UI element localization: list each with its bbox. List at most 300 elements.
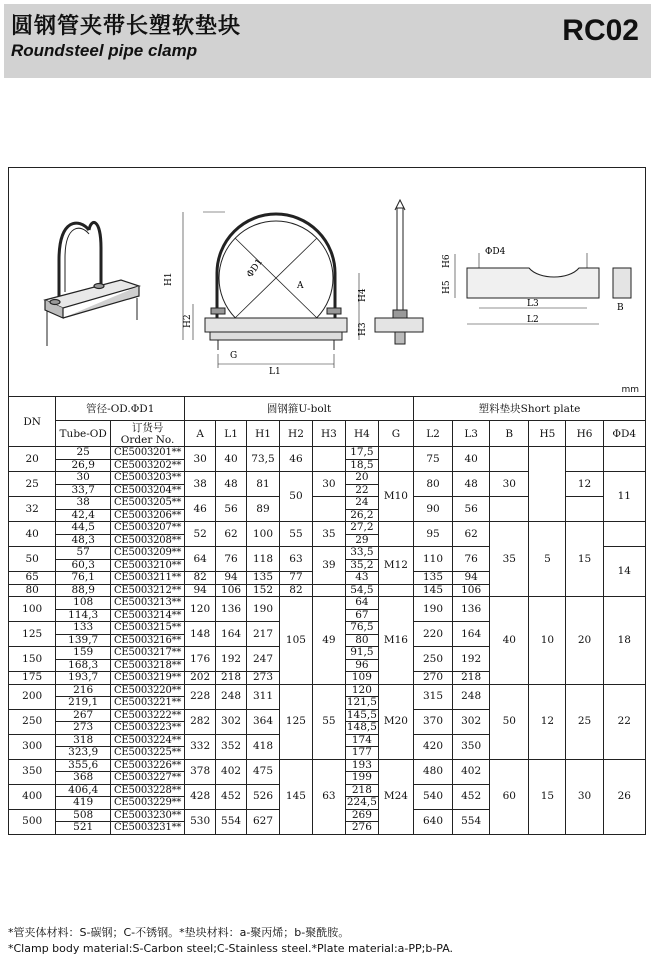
cell-dn: 250 (9, 709, 56, 734)
cell-l3: 76 (453, 547, 490, 572)
unit-label: mm (621, 385, 639, 395)
cell-h6: 15 (566, 522, 603, 597)
cell-a: 94 (185, 584, 216, 597)
cell-order: CE5003209** (111, 547, 185, 560)
cell-h1: 273 (247, 672, 280, 685)
dim-d4-label: ΦD4 (485, 247, 506, 257)
cell-l3: 164 (453, 622, 490, 647)
cell-h4: 109 (345, 672, 378, 685)
table-row (9, 597, 646, 610)
cell-d4: 14 (603, 547, 645, 597)
cell-l2: 250 (413, 647, 452, 672)
cell-h3: 30 (312, 472, 345, 497)
cell-order: CE5003225** (111, 747, 185, 760)
cell-od: 323,9 (56, 747, 111, 760)
cell-h4: 54,5 (345, 584, 378, 597)
cell-od: 521 (56, 822, 111, 835)
cell-od: 30 (56, 472, 111, 485)
cell-dn: 40 (9, 522, 56, 547)
cell-h3-empty (312, 497, 345, 522)
cell-h3-empty (312, 447, 345, 472)
footnote-chinese: *管夹体材料：S-碳钢；C-不锈钢。*垫块材料：a-聚丙烯；b-聚酰胺。 (8, 926, 350, 939)
cell-l3: 554 (453, 809, 490, 834)
cell-order: CE5003204** (111, 484, 185, 497)
cell-h1: 89 (247, 497, 280, 522)
cell-l3: 218 (453, 672, 490, 685)
cell-h1: 247 (247, 647, 280, 672)
cell-od: 216 (56, 684, 111, 697)
cell-a: 378 (185, 759, 216, 784)
cell-l2: 220 (413, 622, 452, 647)
cell-od: 406,4 (56, 784, 111, 797)
cell-order: CE5003219** (111, 672, 185, 685)
cell-l2: 315 (413, 684, 452, 709)
cell-h6-empty (566, 497, 603, 522)
drawing-svg (9, 168, 645, 398)
cell-h1: 73,5 (247, 447, 280, 472)
cell-l1: 452 (216, 784, 247, 809)
header-l3: L3 (453, 421, 490, 447)
cell-h4: 120 (345, 684, 378, 697)
header-h6: H6 (566, 421, 603, 447)
cell-h1: 152 (247, 584, 280, 597)
isometric-view-illustration (45, 223, 139, 346)
cell-h4: 35,2 (345, 559, 378, 572)
cell-h1: 118 (247, 547, 280, 572)
cell-h4: 33,5 (345, 547, 378, 560)
cell-d4: 22 (603, 684, 645, 759)
cell-h2: 46 (279, 447, 312, 472)
cell-order: CE5003218** (111, 659, 185, 672)
cell-h4: 29 (345, 534, 378, 547)
cell-od: 108 (56, 597, 111, 610)
cell-b: 35 (490, 522, 529, 597)
cell-h4: 199 (345, 772, 378, 785)
cell-g: M10 (378, 472, 413, 522)
cell-h2: 145 (279, 759, 312, 834)
cell-l3: 302 (453, 709, 490, 734)
cell-order: CE5003202** (111, 459, 185, 472)
cell-l1: 218 (216, 672, 247, 685)
cell-a: 332 (185, 734, 216, 759)
header-h1: H1 (247, 421, 280, 447)
cell-l3: 248 (453, 684, 490, 709)
cell-h4: 174 (345, 734, 378, 747)
header-b: B (490, 421, 529, 447)
cell-od: 273 (56, 722, 111, 735)
cell-l3: 192 (453, 647, 490, 672)
title-chinese: 圆钢管夹带长塑软垫块 (11, 14, 242, 39)
cell-g: M16 (378, 597, 413, 685)
cell-l1: 164 (216, 622, 247, 647)
header-d4: ΦD4 (603, 421, 645, 447)
cell-od: 219,1 (56, 697, 111, 710)
cell-h4: 80 (345, 634, 378, 647)
cell-h1: 190 (247, 597, 280, 622)
cell-h6-empty (566, 447, 603, 472)
cell-od: 508 (56, 809, 111, 822)
cell-l1: 94 (216, 572, 247, 585)
cell-order: CE5003226** (111, 759, 185, 772)
cell-h4: 22 (345, 484, 378, 497)
cell-order: CE5003223** (111, 722, 185, 735)
cell-l3: 136 (453, 597, 490, 622)
cell-h4: 96 (345, 659, 378, 672)
cell-dn: 32 (9, 497, 56, 522)
cell-dn: 20 (9, 447, 56, 472)
cell-order: CE5003203** (111, 472, 185, 485)
cell-h5: 10 (529, 597, 566, 685)
cell-b: 40 (490, 597, 529, 685)
cell-h4: 193 (345, 759, 378, 772)
header-ubolt-group: 圆钢箍U-bolt (185, 397, 414, 421)
cell-a: 282 (185, 709, 216, 734)
cell-a: 52 (185, 522, 216, 547)
cell-h5: 12 (529, 684, 566, 759)
cell-l1: 48 (216, 472, 247, 497)
cell-l1: 136 (216, 597, 247, 622)
header-h3: H3 (312, 421, 345, 447)
table-row (9, 684, 646, 697)
cell-dn: 80 (9, 584, 56, 597)
cell-dn: 400 (9, 784, 56, 809)
cell-l2: 90 (413, 497, 452, 522)
cell-order: CE5003212** (111, 584, 185, 597)
cell-od: 44,5 (56, 522, 111, 535)
header-order-cn: 订货号 (131, 421, 164, 434)
cell-od: 26,9 (56, 459, 111, 472)
cell-b: 60 (490, 759, 529, 834)
cell-h4: 67 (345, 609, 378, 622)
cell-a: 176 (185, 647, 216, 672)
cell-h3: 49 (312, 597, 345, 685)
cell-a: 428 (185, 784, 216, 809)
cell-a: 82 (185, 572, 216, 585)
cell-order: CE5003220** (111, 684, 185, 697)
cell-l3: 452 (453, 784, 490, 809)
cell-h3: 39 (312, 547, 345, 585)
cell-l1: 402 (216, 759, 247, 784)
cell-h4: 148,5 (346, 721, 377, 734)
cell-a: 30 (185, 447, 216, 472)
cell-h1: 627 (247, 809, 280, 834)
cell-h4: 26,2 (345, 509, 378, 522)
header-plate-group: 塑料垫块Short plate (413, 397, 645, 421)
cell-h4: 17,5 (345, 447, 378, 460)
cell-order: CE5003224** (111, 734, 185, 747)
cell-h4: 20 (345, 472, 378, 485)
cell-l2: 135 (413, 572, 452, 585)
header-l1: L1 (216, 421, 247, 447)
cell-od: 42,4 (56, 509, 111, 522)
cell-b-empty (490, 447, 529, 472)
cell-h2: 50 (279, 472, 312, 522)
cell-h5: 15 (529, 759, 566, 834)
technical-drawing (8, 167, 646, 397)
specification-table (8, 396, 646, 835)
table-row (9, 447, 646, 460)
cell-l1: 40 (216, 447, 247, 472)
cell-h2: 125 (279, 684, 312, 759)
dim-l2-label: L2 (527, 315, 539, 325)
cell-od: 318 (56, 734, 111, 747)
cell-order: CE5003231** (111, 822, 185, 835)
cell-l1: 76 (216, 547, 247, 572)
cell-dn: 350 (9, 759, 56, 784)
cell-h1: 217 (247, 622, 280, 647)
cell-h3-empty (312, 584, 345, 597)
cell-l1: 62 (216, 522, 247, 547)
cell-h4: 76,5 (345, 622, 378, 635)
cell-b: 50 (490, 684, 529, 759)
cell-h1: 475 (247, 759, 280, 784)
dim-b-label: B (617, 303, 624, 313)
cell-l1: 302 (216, 709, 247, 734)
cell-od: 193,7 (56, 672, 111, 685)
dim-h2-label: H2 (183, 314, 193, 328)
cell-order: CE5003205** (111, 497, 185, 510)
cell-h4: 64 (345, 597, 378, 610)
cell-od: 168,3 (56, 659, 111, 672)
cell-l3: 48 (453, 472, 490, 497)
cell-a: 202 (185, 672, 216, 685)
cell-order: CE5003201** (111, 447, 185, 460)
cell-l2: 270 (413, 672, 452, 685)
cell-h2: 82 (279, 584, 312, 597)
cell-order: CE5003228** (111, 784, 185, 797)
cell-dn: 150 (9, 647, 56, 672)
cell-h4: 276 (345, 822, 378, 835)
header-tube-od: Tube-OD (56, 421, 111, 447)
cell-od: 267 (56, 709, 111, 722)
cell-h1: 81 (247, 472, 280, 497)
cell-order: CE5003230** (111, 809, 185, 822)
header-h2: H2 (279, 421, 312, 447)
cell-h6: 30 (566, 759, 603, 834)
cell-d4-empty (603, 522, 645, 547)
cell-order: CE5003229** (111, 797, 185, 810)
cell-l2: 480 (413, 759, 452, 784)
cell-od: 60,3 (56, 559, 111, 572)
cell-od: 48,3 (56, 534, 111, 547)
table-row (9, 522, 646, 535)
cell-h5-empty (529, 447, 566, 522)
cell-dn: 125 (9, 622, 56, 647)
title-english: Roundsteel pipe clamp (11, 41, 198, 60)
cell-l3: 56 (453, 497, 490, 522)
cell-g: M24 (378, 759, 413, 834)
cell-l1: 554 (216, 809, 247, 834)
cell-order: CE5003208** (111, 534, 185, 547)
cell-a: 148 (185, 622, 216, 647)
cell-h4: 24 (345, 497, 378, 510)
cell-dn: 200 (9, 684, 56, 709)
cell-l2: 145 (413, 584, 452, 597)
cell-l2: 80 (413, 472, 452, 497)
cell-h5: 5 (529, 522, 566, 597)
cell-g-empty (378, 584, 413, 597)
plate-view-illustration (455, 253, 631, 324)
cell-d4: 26 (603, 759, 645, 834)
header-h4: H4 (345, 421, 378, 447)
cell-dn: 65 (9, 572, 56, 585)
cell-l1: 248 (216, 684, 247, 709)
header-l2: L2 (413, 421, 452, 447)
cell-a: 228 (185, 684, 216, 709)
cell-order: CE5003206** (111, 509, 185, 522)
cell-g: M12 (378, 547, 413, 585)
cell-h6: 12 (566, 472, 603, 497)
cell-h3: 55 (312, 684, 345, 759)
cell-h2: 105 (279, 597, 312, 685)
cell-l2: 190 (413, 597, 452, 622)
cell-l2: 75 (413, 447, 452, 472)
cell-dn: 175 (9, 672, 56, 685)
header-h5: H5 (529, 421, 566, 447)
header-order-no (111, 421, 185, 447)
cell-dn: 500 (9, 809, 56, 834)
cell-h1: 311 (247, 684, 280, 709)
cell-order: CE5003210** (111, 559, 185, 572)
dim-a-label: A (297, 281, 304, 291)
side-view-illustration (375, 200, 423, 344)
cell-h4: 91,5 (345, 647, 378, 660)
cell-dn: 50 (9, 547, 56, 572)
cell-order: CE5003216** (111, 634, 185, 647)
cell-d4-empty (603, 447, 645, 472)
table-row (9, 759, 646, 772)
cell-order: CE5003207** (111, 522, 185, 535)
cell-l1: 352 (216, 734, 247, 759)
cell-order: CE5003214** (111, 609, 185, 622)
cell-g-empty (378, 522, 413, 547)
cell-l1: 106 (216, 584, 247, 597)
cell-l3: 402 (453, 759, 490, 784)
cell-h2: 77 (279, 572, 312, 585)
cell-h3: 63 (312, 759, 345, 834)
cell-h2: 55 (279, 522, 312, 547)
dim-h1-label: H1 (164, 272, 174, 286)
cell-h3: 35 (312, 522, 345, 547)
cell-order: CE5003222** (111, 709, 185, 722)
header-od-group: 管径-OD.ΦD1 (56, 397, 185, 421)
cell-h4: 27,2 (345, 522, 378, 535)
dim-d1-label: ΦD1 (245, 257, 266, 280)
cell-g-empty (378, 447, 413, 472)
cell-a: 120 (185, 597, 216, 622)
cell-l3: 62 (453, 522, 490, 547)
cell-h1: 100 (247, 522, 280, 547)
cell-order: CE5003221** (111, 697, 185, 710)
cell-l3: 94 (453, 572, 490, 585)
cell-od: 114,3 (56, 609, 111, 622)
cell-h6: 25 (566, 684, 603, 759)
cell-b: 30 (490, 472, 529, 497)
dim-g-label: G (230, 351, 238, 361)
dim-h5-label: H5 (442, 280, 452, 294)
cell-h4: 43 (345, 572, 378, 585)
cell-order: CE5003227** (111, 772, 185, 785)
cell-h1: 418 (247, 734, 280, 759)
cell-h4: 145,5 (346, 709, 377, 721)
cell-l3: 40 (453, 447, 490, 472)
cell-h1: 364 (247, 709, 280, 734)
header-band (4, 4, 651, 78)
cell-h4: 177 (345, 747, 378, 760)
cell-dn: 300 (9, 734, 56, 759)
cell-a: 46 (185, 497, 216, 522)
cell-h2: 63 (279, 547, 312, 572)
dim-h3-label: H3 (358, 322, 368, 336)
cell-od: 57 (56, 547, 111, 560)
cell-order: CE5003211** (111, 572, 185, 585)
cell-l2: 640 (413, 809, 452, 834)
cell-l3: 106 (453, 584, 490, 597)
cell-l3: 350 (453, 734, 490, 759)
dim-h4-label: H4 (358, 288, 368, 302)
cell-h1: 526 (247, 784, 280, 809)
cell-od: 355,6 (56, 759, 111, 772)
dim-l1-label: L1 (269, 367, 281, 377)
cell-h4: 269 (345, 809, 378, 822)
cell-l2: 110 (413, 547, 452, 572)
product-code: RC02 (562, 14, 639, 47)
cell-h1: 135 (247, 572, 280, 585)
cell-a: 38 (185, 472, 216, 497)
dim-h6-label: H6 (442, 254, 452, 268)
cell-a: 64 (185, 547, 216, 572)
cell-h4: 18,5 (345, 459, 378, 472)
header-g: G (378, 421, 413, 447)
cell-d4: 11 (603, 472, 645, 522)
cell-a: 530 (185, 809, 216, 834)
cell-h4: 224,5 (346, 796, 377, 809)
cell-h6: 20 (566, 597, 603, 685)
cell-order: CE5003213** (111, 597, 185, 610)
header-dn: DN (9, 397, 56, 447)
footnote-english: *Clamp body material:S-Carbon steel;C-Stainless steel.*Plate material:a-PP;b-PA. (8, 942, 454, 955)
front-view-illustration (183, 212, 359, 368)
header-a: A (185, 421, 216, 447)
cell-od: 133 (56, 622, 111, 635)
header-order-en: Order No. (120, 433, 175, 446)
cell-od: 368 (56, 772, 111, 785)
cell-od: 38 (56, 497, 111, 510)
cell-l2: 540 (413, 784, 452, 809)
cell-h4: 218 (345, 784, 378, 797)
cell-order: CE5003217** (111, 647, 185, 660)
cell-od: 88,9 (56, 584, 111, 597)
cell-od: 76,1 (56, 572, 111, 585)
cell-od: 159 (56, 647, 111, 660)
cell-b-empty (490, 497, 529, 522)
cell-l2: 370 (413, 709, 452, 734)
cell-g: M20 (378, 684, 413, 759)
cell-od: 33,7 (56, 484, 111, 497)
cell-l2: 95 (413, 522, 452, 547)
cell-l1: 56 (216, 497, 247, 522)
cell-dn: 100 (9, 597, 56, 622)
cell-od: 139,7 (56, 634, 111, 647)
cell-h4: 121,5 (346, 696, 377, 709)
cell-od: 419 (56, 797, 111, 810)
cell-l2: 420 (413, 734, 452, 759)
cell-d4: 18 (603, 597, 645, 685)
dim-l3-label: L3 (527, 299, 539, 309)
cell-l1: 192 (216, 647, 247, 672)
cell-dn: 25 (9, 472, 56, 497)
cell-order: CE5003215** (111, 622, 185, 635)
